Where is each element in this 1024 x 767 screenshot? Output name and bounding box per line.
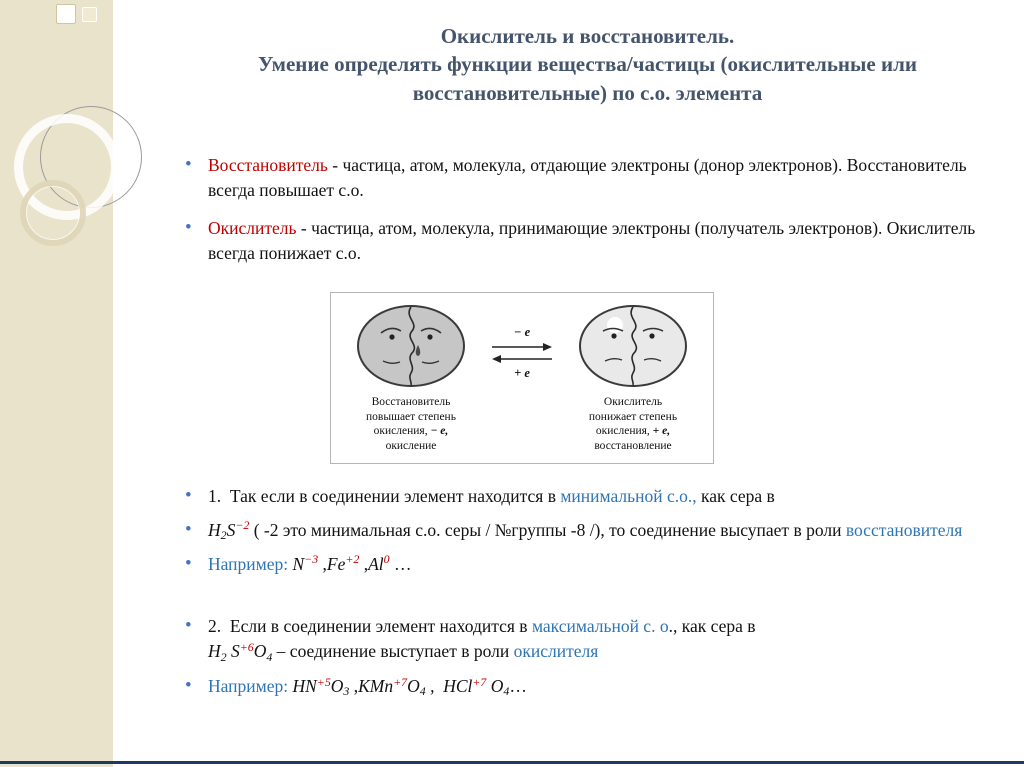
oxidizer-column: [563, 303, 703, 453]
electron-transfer-diagram: [330, 292, 714, 464]
bullet-item-reducer-definition: • Восстановитель - частица, атом, молекула, отдающие электроны (донор электронов). Восстановитель всегда повышает с.о.: [181, 153, 994, 203]
bullet-item-oxidizer-definition: • Окислитель - частица, атом, молекула, принимающие электроны (получатель электронов). Окислитель всегда понижает с.о.: [181, 216, 994, 266]
slide-content: [113, 0, 1024, 699]
happy-face-illustration: [577, 303, 689, 389]
oxidizer-caption: Окислитель понижает степень окисления, + е, восстановление: [588, 396, 678, 452]
bullet-item-rule-2-examples: • Например: $HN^{+5}O_3$ $,KMn^{+7}O_4$ , HCl$^{+7}$ $O_4\dots$: [181, 674, 994, 699]
reducer-caption: Восстановитель повышает степень окисления, − е, окисление: [366, 396, 456, 452]
sad-face-illustration: [355, 303, 467, 389]
bullet-item-rule-2: • 2. Если в соединении элемент находится в максимальной с. о., как сера в $H_2$ $S^{+6}O_4$ – соединение выступает в роли окислителя: [181, 614, 994, 664]
bullet-item-rule-1-formula: • $H_2S^{-2}$ ( -2 это минимальная с.о. серы / №группы -8 /), то соединение высупает в роли восстановителя: [181, 518, 994, 543]
bullet-item-rule-1: • 1. Так если в соединении элемент находится в минимальной с.о., как сера в: [181, 484, 994, 509]
title-line-2: Умение определять функции вещества/частицы (окислительные или восстановительные) по с.о. элемента: [257, 52, 917, 105]
side-strip-decoration: [0, 0, 113, 767]
plus-e-label: + e: [514, 366, 530, 381]
slide-title: [214, 22, 962, 107]
bottom-rule: [0, 761, 1024, 764]
bullet-item-rule-1-examples: • Например: $N^{-3}$ $,Fe^{+2}$ ,Al$^0$ …: [181, 552, 994, 577]
title-line-1: Окислитель и восстановитель.: [440, 24, 735, 48]
electron-arrows: [489, 325, 555, 381]
definitions-list: [181, 153, 994, 265]
minus-e-label: − e: [513, 325, 531, 340]
reducer-column: [341, 303, 481, 453]
arrow-right-icon: [490, 342, 554, 352]
rule-max-list: [181, 614, 994, 699]
arrow-left-icon: [490, 354, 554, 364]
rule-min-list: [181, 484, 994, 577]
